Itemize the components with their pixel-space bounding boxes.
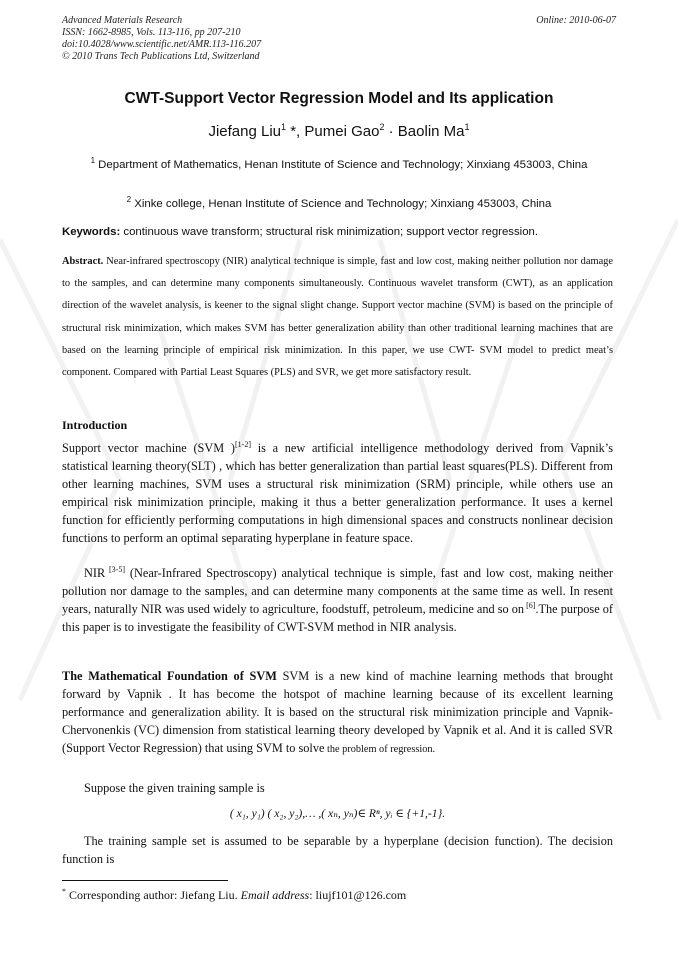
footnote	[62, 887, 406, 903]
author-2: Pumei Gao	[304, 123, 380, 140]
affiliation-2	[80, 191, 598, 213]
keywords-text: continuous wave transform; structural risk minimization; support vector regression.	[120, 226, 539, 238]
keywords	[62, 226, 622, 238]
abstract-label: Abstract.	[62, 256, 104, 267]
journal-copyright: © 2010 Trans Tech Publications Ltd, Switzerland	[62, 51, 260, 62]
abstract	[62, 251, 613, 384]
affiliation-1-sup: 1	[90, 156, 96, 165]
intro-p2-text-a: NIR	[84, 566, 106, 580]
journal-name: Advanced Materials Research	[62, 15, 183, 26]
math-text-a: SVM is a new kind of machine learning methods that brought forward by Vapnik . It has become the hotspot of machine learning because of its excellent learning performance and generalization ability. It is based on the structural risk minimization principle and Vapnik-Chervonenkis (VC) dimension from statistical learning theory developed by Vapnik et al. And it is called SVR (Support Vector Regression) that using SVM to solve	[62, 669, 614, 755]
training-sample-equation: ( x₁, y₁) ( x₂, y₂),… ,( xₙ, yₙ)∈ Rⁿ, yᵢ ∈ {+1,-1}.	[229, 807, 446, 820]
abstract-text: Near-infrared spectroscopy (NIR) analytical technique is simple, fast and low cost, making neither pollution nor damage to the samples, and can determine many components simultaneously. Continuous wavelet transform (CWT), as an application direction of the wavelet analysis, is keener to the signal slight change. Support vector machine (SVM) is based on the principle of structural risk minimization, which makes SVM has better generalization ability than other traditional learning machines that are based on the learning principle of empirical risk minimization. In this paper, we use CWT- SVM model to predict meat’s component. Compared with Partial Least Squares (PLS) and SVR, we get more satisfactory result.	[62, 256, 613, 379]
author-2-sup: 2	[379, 122, 385, 132]
affiliation-1-text: Department of Mathematics, Henan Institute of Science and Technology; Xinxiang 453003, China	[95, 158, 588, 171]
author-list	[62, 122, 616, 140]
affiliation-1	[80, 152, 598, 174]
intro-p1-text-b: is a new artificial intelligence methodology derived from Vapnik’s statistical learning theory(SLT) , which has better generalization than partial least squares(PLS). Different from other learning machines, SVM uses a structural risk minimization (SRM) principle, while others use an empirical risk minimization principle, making it thus a better generalization performance. It uses a kernel function for efficiently performing computations in high dimensional spaces and constructs nonlinear decision functions to perform an optimal separating hyperplane in feature space.	[62, 441, 613, 545]
citation-1-2: [1-2]	[235, 439, 251, 449]
footnote-mark: *	[62, 887, 66, 896]
footnote-text: Corresponding author: Jiefang Liu.	[66, 888, 241, 902]
citation-3-5: [3-5]	[105, 564, 125, 574]
corresponding-mark: *,	[286, 123, 305, 140]
introduction-paragraph-2	[62, 565, 613, 637]
journal-doi[interactable]: doi:10.4028/www.scientific.net/AMR.113-116.207	[62, 39, 262, 50]
journal-header	[62, 15, 261, 63]
introduction-heading: Introduction	[62, 418, 128, 432]
affiliation-2-sup: 2	[126, 195, 132, 204]
math-foundation-heading: The Mathematical Foundation of SVM	[62, 669, 277, 683]
paper-title: CWT-Support Vector Regression Model and Its application	[124, 90, 554, 107]
footnote-divider	[62, 880, 228, 881]
math-foundation-paragraph	[62, 668, 613, 759]
introduction-paragraph-1	[62, 440, 613, 547]
journal-issn: ISSN: 1662-8985, Vols. 113-116, pp 207-210	[62, 27, 241, 38]
online-date: Online: 2010-06-07	[536, 15, 616, 26]
footnote-email-label: Email address	[240, 888, 310, 902]
affiliation-2-text: Xinke college, Henan Institute of Science and Technology; Xinxiang 453003, China	[131, 197, 552, 210]
intro-p2-text-b: (Near-Infrared Spectroscopy) analytical technique is simple, fast and low cost, making neither pollution nor damage to the samples, and can determine many components at the same time as well. In resent years, naturally NIR was used widely to agriculture, foodstuff, petroleum, medicine and so on	[62, 566, 613, 616]
suppose-paragraph: Suppose the given training sample is	[84, 781, 265, 795]
intro-p1-text-a: Support vector machine (SVM )	[62, 441, 235, 455]
training-paragraph: The training sample set is assumed to be separable by a hyperplane (decision function). The decision function is	[62, 834, 613, 866]
math-text-small: the problem of regression.	[324, 743, 436, 755]
author-1: Jiefang Liu	[208, 123, 282, 140]
keywords-label: Keywords:	[62, 226, 121, 238]
author-1-sup: 1	[281, 122, 287, 132]
footnote-email[interactable]: : liujf101@126.com	[309, 888, 407, 902]
intro-p2-text-c: .The purpose of this paper is to investigate the feasibility of CWT-SVM method in NIR analysis.	[62, 601, 614, 634]
author-separator: ·	[384, 123, 398, 140]
author-3-sup: 1	[464, 122, 470, 132]
citation-6: [6]	[524, 600, 536, 610]
author-3: Baolin Ma	[397, 123, 465, 140]
